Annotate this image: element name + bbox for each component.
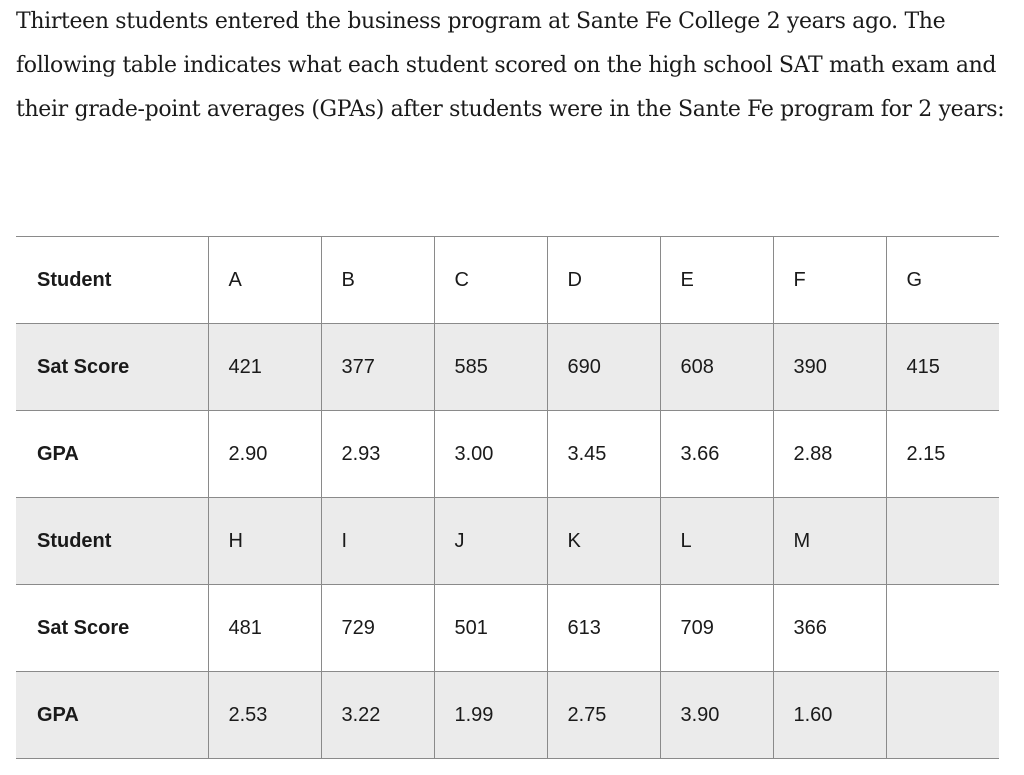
table-cell: 421 (208, 324, 321, 411)
table-cell: E (660, 237, 773, 324)
table-cell: 613 (547, 585, 660, 672)
table-cell: 2.75 (547, 672, 660, 759)
table-cell: I (321, 498, 434, 585)
row-header: GPA (16, 411, 208, 498)
table-row (16, 672, 999, 759)
table-cell: 2.93 (321, 411, 434, 498)
row-header: Student (16, 498, 208, 585)
row-header: Sat Score (16, 324, 208, 411)
table-cell: 415 (886, 324, 999, 411)
table-cell: B (321, 237, 434, 324)
table-cell: 481 (208, 585, 321, 672)
table-cell (886, 498, 999, 585)
row-header: Sat Score (16, 585, 208, 672)
table-row (16, 237, 999, 324)
table-cell: 3.90 (660, 672, 773, 759)
table-cell: 608 (660, 324, 773, 411)
table-cell: 2.90 (208, 411, 321, 498)
table-cell: L (660, 498, 773, 585)
table-cell: 3.66 (660, 411, 773, 498)
table-cell: 3.22 (321, 672, 434, 759)
table-cell: 2.88 (773, 411, 886, 498)
table-cell: D (547, 237, 660, 324)
table-cell: 1.99 (434, 672, 547, 759)
table-cell: G (886, 237, 999, 324)
table-cell: A (208, 237, 321, 324)
table-cell: 366 (773, 585, 886, 672)
table-cell: 3.00 (434, 411, 547, 498)
table-cell: 690 (547, 324, 660, 411)
table-cell: H (208, 498, 321, 585)
table-cell: 585 (434, 324, 547, 411)
table-cell: 501 (434, 585, 547, 672)
problem-statement: Thirteen students entered the business program at Sante Fe College 2 years ago. The following table indicates what each student scored on the high school SAT math exam and their grade-point averages (GPAs) after students were in the Sante Fe program for 2 years: (16, 9, 1005, 122)
table-row (16, 411, 999, 498)
table-cell: 709 (660, 585, 773, 672)
row-header: Student (16, 237, 208, 324)
table-cell: 2.15 (886, 411, 999, 498)
table-cell: 1.60 (773, 672, 886, 759)
table-cell: F (773, 237, 886, 324)
table-cell: 729 (321, 585, 434, 672)
table-cell: M (773, 498, 886, 585)
table-row (16, 585, 999, 672)
table-cell (886, 672, 999, 759)
table-cell: 2.53 (208, 672, 321, 759)
table-cell: J (434, 498, 547, 585)
table-cell: 377 (321, 324, 434, 411)
table-cell: C (434, 237, 547, 324)
table-cell: K (547, 498, 660, 585)
table-row (16, 498, 999, 585)
table-cell: 390 (773, 324, 886, 411)
table-cell: 3.45 (547, 411, 660, 498)
student-data-table (16, 236, 999, 759)
table-row (16, 324, 999, 411)
table-cell (886, 585, 999, 672)
row-header: GPA (16, 672, 208, 759)
